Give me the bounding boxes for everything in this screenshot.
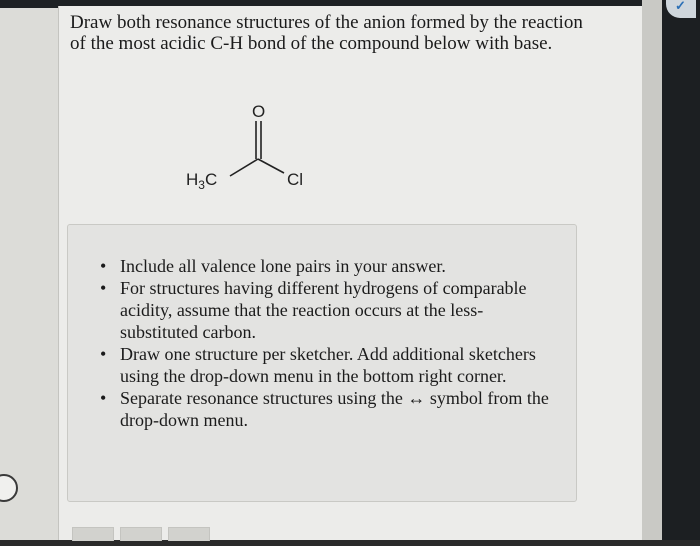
toolbar-button[interactable]: [120, 527, 162, 541]
question-text: Draw both resonance structures of the anion formed by the reaction of the most acidic C-H bond of the compound below with base.: [70, 12, 583, 54]
toolbar-button[interactable]: [72, 527, 114, 541]
check-badge-icon[interactable]: ✓: [666, 0, 696, 18]
instructions-list: [100, 255, 560, 431]
bullet-dot: •: [100, 388, 107, 408]
chlorine-label: Cl: [287, 170, 304, 189]
instruction-item: • Include all valence lone pairs in your answer.: [100, 256, 446, 276]
methyl-label: $H_3C$: [186, 170, 218, 192]
toolbar-button[interactable]: [168, 527, 210, 541]
bullet-dot: •: [100, 344, 107, 364]
bond-methyl-carbonyl: [230, 159, 258, 176]
instruction-item: • Separate resonance structures using the ↔ symbol from the drop-down menu.: [100, 388, 549, 430]
instruction-item: • For structures having different hydrogens of comparable acidity, assume that the reaction occurs at the less-substituted carbon.: [100, 278, 527, 342]
bullet-dot: •: [100, 278, 107, 298]
acetyl-chloride-structure: [180, 95, 310, 195]
bullet-dot: •: [100, 256, 107, 276]
scrollbar-track[interactable]: [642, 0, 662, 540]
sketcher-toolbar-edge: [72, 527, 572, 540]
bond-carbonyl-chlorine: [258, 159, 284, 173]
screen-bezel: [662, 0, 700, 540]
oxygen-label: O: [252, 102, 266, 121]
instructions-box: [67, 224, 577, 502]
instruction-item: • Draw one structure per sketcher. Add additional sketchers using the drop-down menu in the bottom right corner.: [100, 344, 536, 386]
